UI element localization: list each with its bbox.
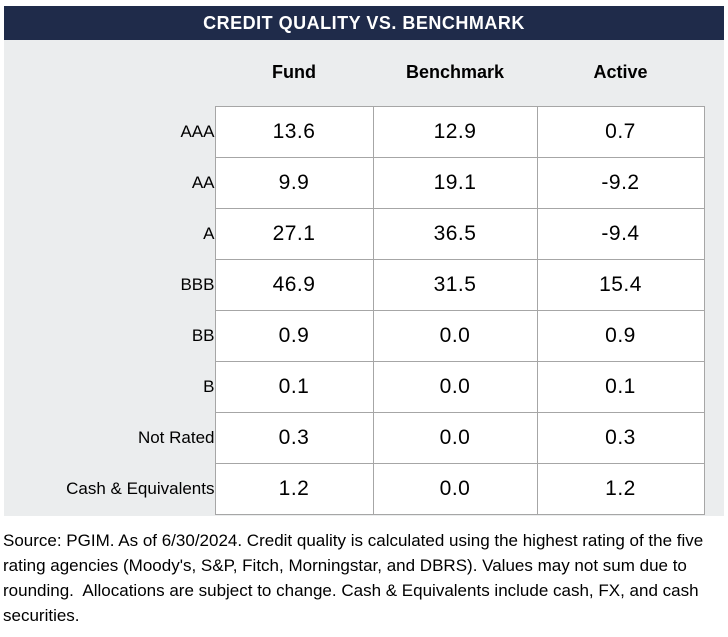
table-row [4, 463, 704, 514]
row-label: AAA [180, 121, 215, 141]
row-label: Cash & Equivalents [66, 478, 215, 498]
value-cell: 27.1 [215, 208, 373, 259]
credit-quality-table [4, 40, 705, 515]
column-header-fund: Fund [272, 62, 316, 83]
row-label: BB [191, 325, 215, 345]
value-cell: 0.1 [215, 361, 373, 412]
value-cell: 13.6 [215, 106, 373, 157]
value-cell: 0.0 [373, 412, 537, 463]
table-header-row [4, 40, 704, 106]
value-cell: 0.7 [537, 106, 704, 157]
row-label: BBB [180, 274, 215, 294]
value-cell: 46.9 [215, 259, 373, 310]
value-cell: 12.9 [373, 106, 537, 157]
table-row [4, 259, 704, 310]
value-cell: 31.5 [373, 259, 537, 310]
panel-title-bar [4, 6, 724, 40]
table-row [4, 208, 704, 259]
column-header-active: Active [593, 62, 648, 83]
table-row [4, 361, 704, 412]
value-cell: 9.9 [215, 157, 373, 208]
value-cell: 0.0 [373, 463, 537, 514]
row-label: A [203, 223, 215, 243]
value-cell: 19.1 [373, 157, 537, 208]
value-cell: 0.3 [537, 412, 704, 463]
value-cell: 1.2 [537, 463, 704, 514]
value-cell: 15.4 [537, 259, 704, 310]
table-row [4, 412, 704, 463]
value-cell: 36.5 [373, 208, 537, 259]
row-label: B [203, 376, 215, 396]
column-header-benchmark: Benchmark [405, 62, 505, 83]
value-cell: 0.1 [537, 361, 704, 412]
row-label: AA [191, 172, 215, 192]
value-cell: 0.0 [373, 361, 537, 412]
value-cell: 0.3 [215, 412, 373, 463]
table-row [4, 310, 704, 361]
table-row [4, 157, 704, 208]
value-cell: -9.2 [537, 157, 704, 208]
source-footnote: Source: PGIM. As of 6/30/2024. Credit quality is calculated using the highest rating of the five rating agencies (Moody's, S&P, Fitch, Morningstar, and DBRS). Values may not sum due to rounding. Allocations are subject to change. Cash & Equivalents include cash, FX, and cash securities. [3, 531, 708, 625]
credit-quality-panel [4, 6, 724, 516]
row-label: Not Rated [137, 427, 215, 447]
value-cell: 1.2 [215, 463, 373, 514]
panel-title: CREDIT QUALITY VS. BENCHMARK [203, 12, 525, 33]
value-cell: -9.4 [537, 208, 704, 259]
value-cell: 0.0 [373, 310, 537, 361]
header-spacer [4, 40, 215, 106]
value-cell: 0.9 [215, 310, 373, 361]
value-cell: 0.9 [537, 310, 704, 361]
table-row [4, 106, 704, 157]
